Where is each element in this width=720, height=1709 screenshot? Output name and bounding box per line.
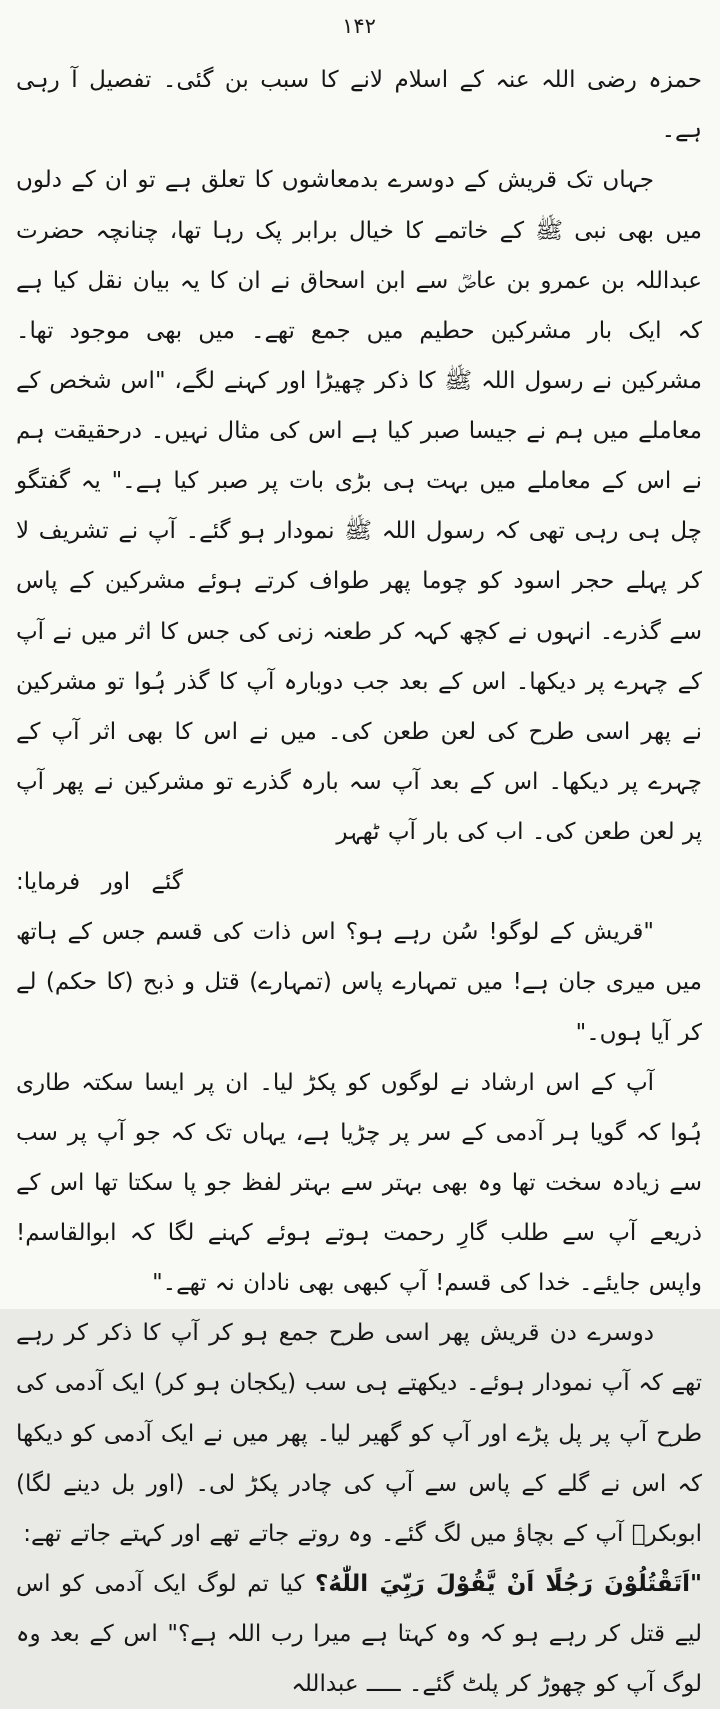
paragraph-narration-tail: گئے اور فرمایا:: [16, 869, 183, 896]
urdu-translation-text: کیا تم لوگ ایک آدمی کو اس لیے قتل کر رہے ہو کہ وہ کہتا ہے میرا رب اللہ ہے؟" اس کے بعد وہ لوگ آپ کو چھوڑ کر پلٹ گئے۔ ـــــ عبداللہ: [16, 1570, 702, 1698]
paragraph-ibn-ishaq-narration: جہاں تک قریش کے دوسرے بدمعاشوں کا تعلق ہے تو ان کے دلوں میں بھی نبی ﷺ کے خاتمے کا خیال برابر پک رہا تھا، چنانچہ حضرت عبداللہ بن عمرو بن عاصؓ سے ابن اسحاق نے ان کا یہ بیان نقل کیا ہے کہ ایک بار مشرکین حطیم میں جمع تھے۔ میں بھی موجود تھا۔ مشرکین نے رسول اللہ ﷺ کا ذکر چھیڑا اور کہنے لگے، "اس شخص کے معاملے میں ہم نے جیسا صبر کیا ہے اس کی مثال نہیں۔ درحقیقت ہم نے اس کے معاملے میں بہت ہی بڑی بات پر صبر کیا ہے۔" یہ گفتگو چل ہی رہی تھی کہ رسول اللہ ﷺ نمودار ہو گئے۔ آپ نے تشریف لا کر پہلے حجر اسود کو چوما پھر طواف کرتے ہوئے مشرکین کے پاس سے گذرے۔ انہوں نے کچھ کہہ کر طعنہ زنی کی جس کا اثر میں نے آپ کے چہرے پر دیکھا۔ اس کے بعد جب دوبارہ آپ کا گذر ہُوا تو مشرکین نے پھر اسی طرح کی لعن طعن کی۔ میں نے اس کا بھی اثر آپ کے چہرے پر دیکھا۔ اس کے بعد آپ سہ بارہ گذرے تو مشرکین نے پھر آپ پر لعن طعن کی۔ اب کی بار آپ ٹھہر: [16, 167, 702, 846]
paragraph-continuation-hamza: حمزہ رضی اللہ عنہ کے اسلام لانے کا سبب بن گئی۔ تفصیل آ رہی ہے۔: [16, 67, 702, 144]
quote-address-to-quraish: "قریش کے لوگو! سُن رہے ہو؟ اس ذات کی قسم جس کے ہاتھ میں میری جان ہے! میں تمہارے پاس (تمہارے) قتل و ذبح (کا حکم) لے کر آیا ہوں۔": [16, 919, 702, 1046]
paragraph-next-day-abu-bakr: دوسرے دن قریش پھر اسی طرح جمع ہو کر آپ کا ذکر کر رہے تھے کہ آپ نمودار ہوئے۔ دیکھتے ہی سب (یکجان ہو کر) ایک آدمی کی طرح آپ پر پل پڑے اور آپ کو گھیر لیا۔ پھر میں نے ایک آدمی کو دیکھا کہ اس نے گلے کے پاس سے آپ کی چادر پکڑ لی۔ (اور بل دینے لگا) ابوبکرؓ آپ کے بچاؤ میں لگ گئے۔ وہ روتے جاتے تھے اور کہتے جاتے تھے:: [16, 1320, 702, 1547]
paragraph-effect-of-words: آپ کے اس ارشاد نے لوگوں کو پکڑ لیا۔ ان پر ایسا سکتہ طاری ہُوا کہ گویا ہر آدمی کے سر پر چڑیا ہے، یہاں تک کہ جو آپ پر سب سے زیادہ سخت تھا وہ بھی بہتر سے بہتر لفظ جو پا سکتا تھا اس کے ذریعے آپ سے طلب گارِ رحمت ہوتے ہوئے کہنے لگا کہ ابوالقاسم! واپس جایئے۔ خدا کی قسم! آپ کبھی بھی نادان نہ تھے۔": [16, 1069, 702, 1297]
arabic-quran-citation: "اَتَقْتُلُوْنَ رَجُلًا اَنْ يَّقُوْلَ رَبِّيَ اللّٰهُ؟: [314, 1570, 702, 1597]
paragraph-abu-bakr-quote: [16, 1559, 702, 1709]
page-number: ۱۴۲: [342, 14, 376, 38]
